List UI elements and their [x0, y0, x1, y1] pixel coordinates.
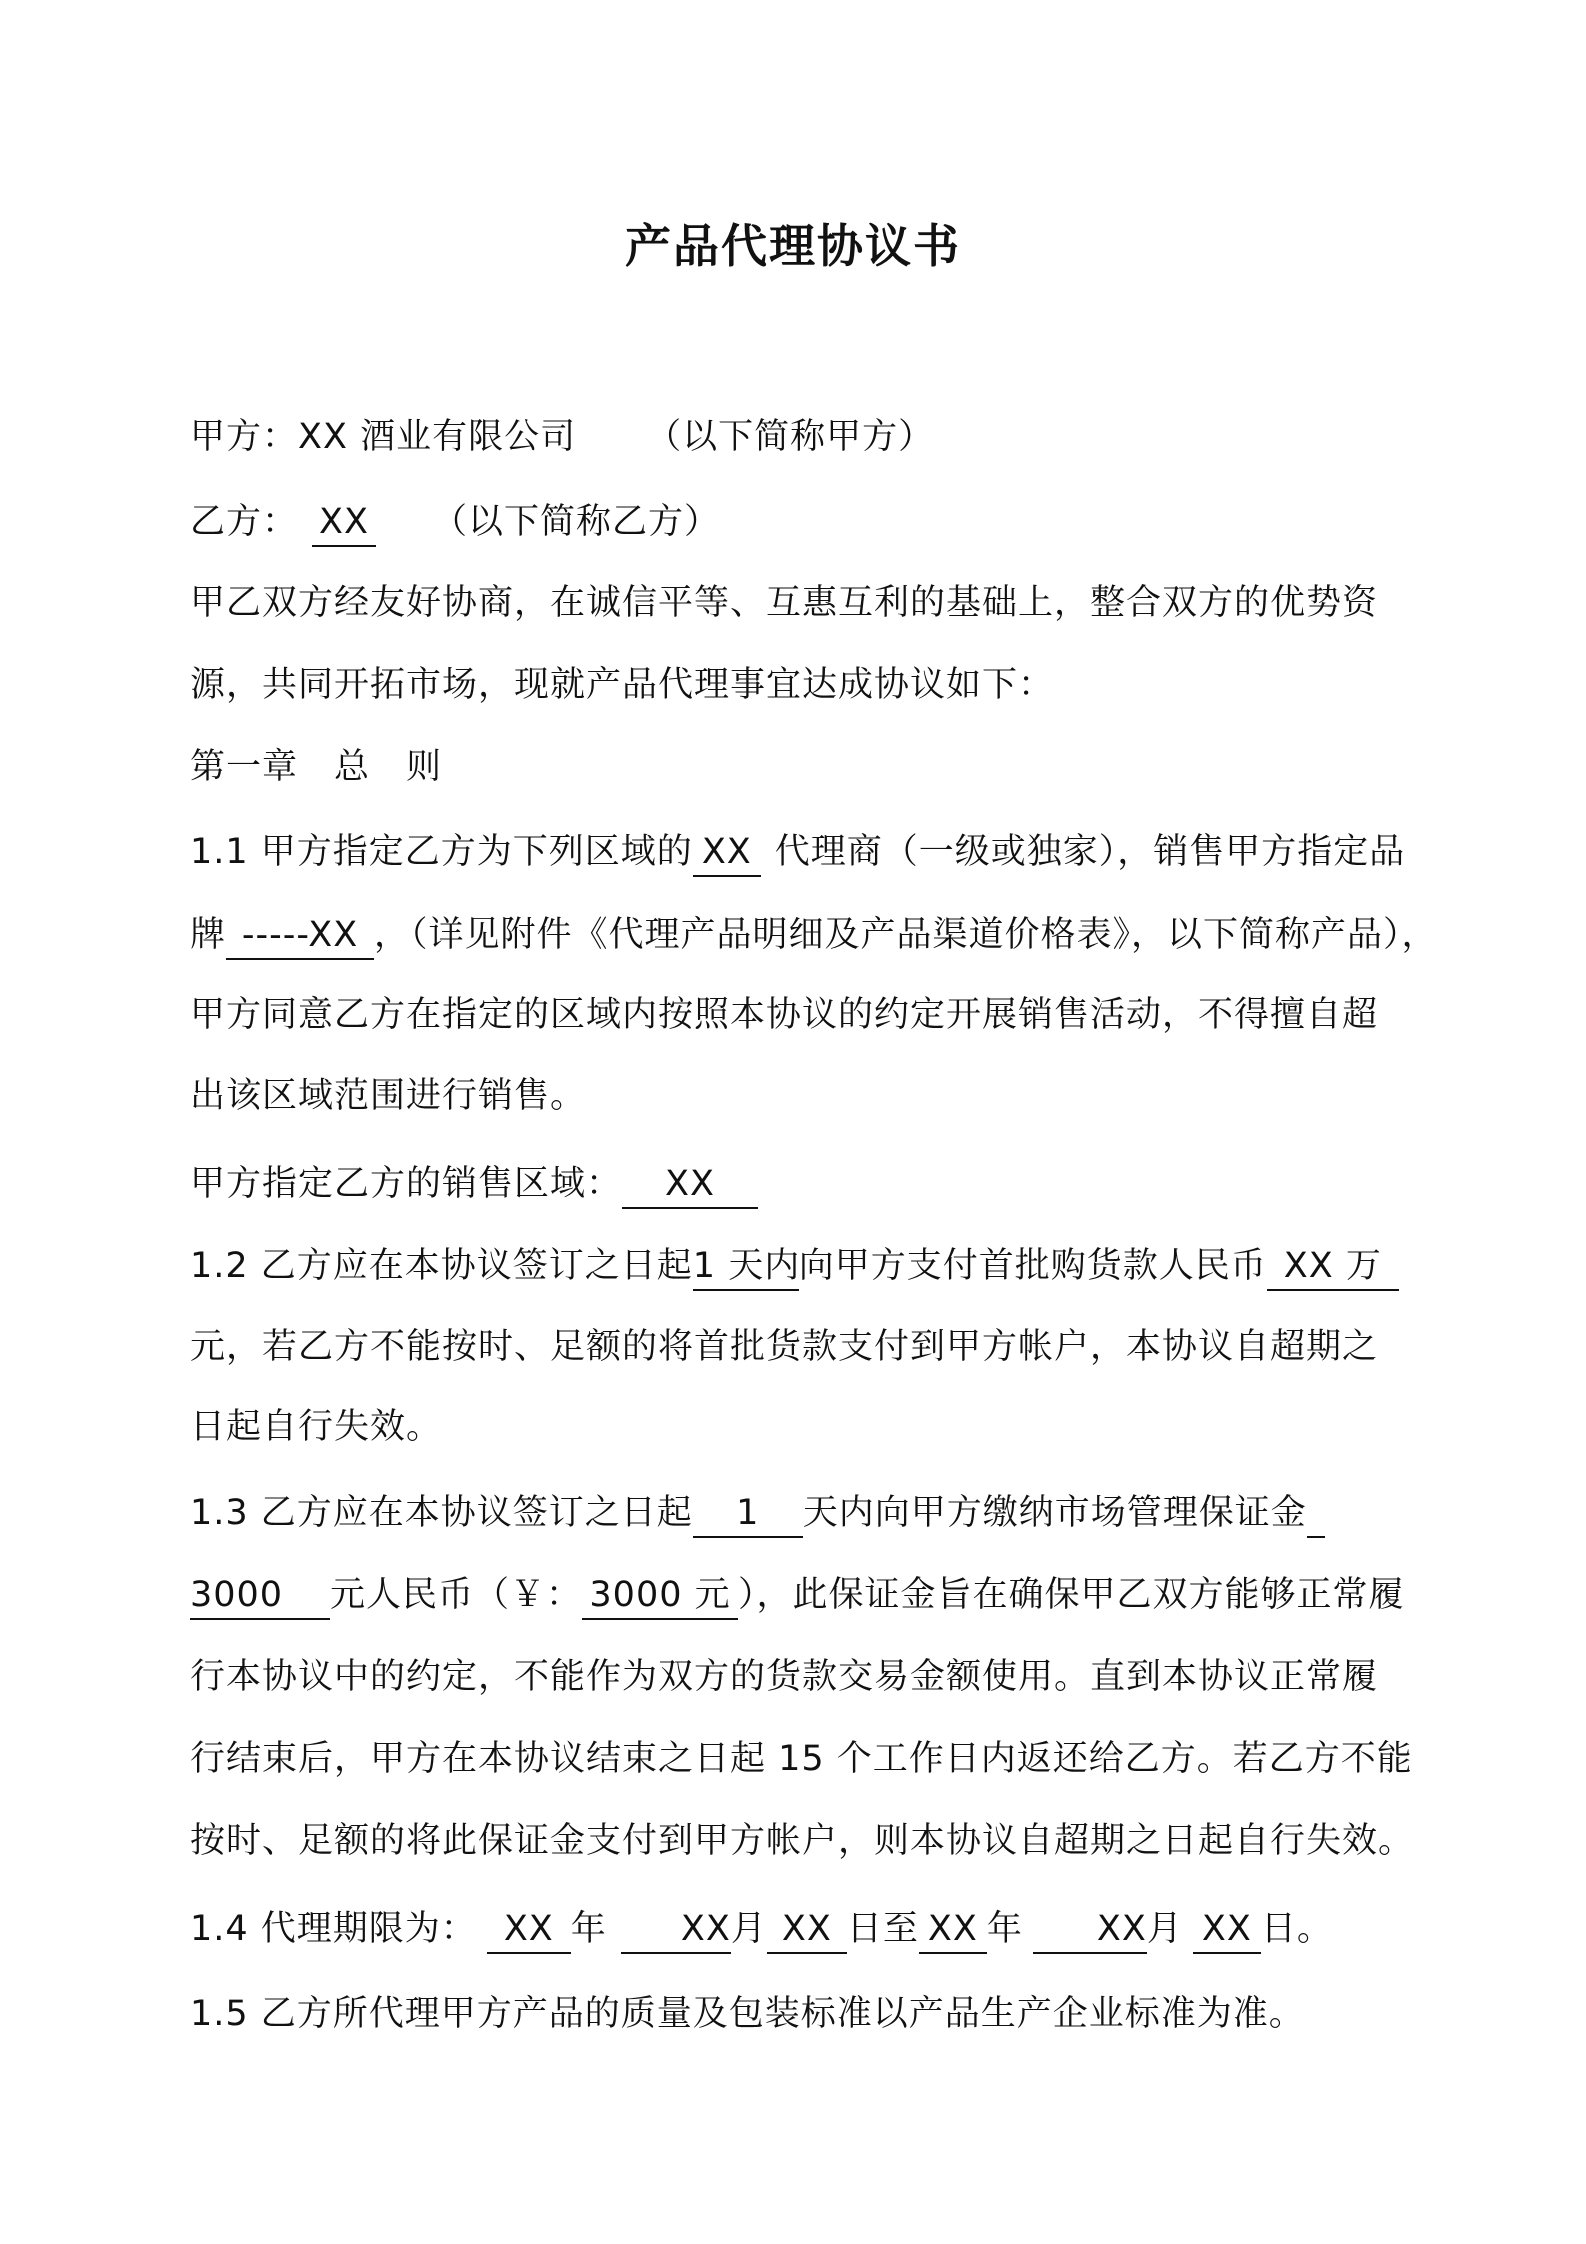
- party-b-note: （以下简称乙方）: [432, 502, 721, 542]
- clause-1-1-line-1: [190, 827, 1405, 877]
- agent-level-field: XX: [693, 827, 761, 877]
- end-month-field: XX: [1033, 1904, 1147, 1954]
- party-b-name: XX: [312, 497, 376, 547]
- party-a-note: （以下简称甲方）: [646, 417, 935, 457]
- party-b-label: 乙方：: [190, 502, 299, 542]
- clause-1-3-text: 1.3 乙方应在本协议签订之日起: [190, 1493, 693, 1533]
- month-text: 月: [1146, 1909, 1183, 1949]
- clause-1-1-line-4: 出该区域范围进行销售。: [190, 1076, 587, 1116]
- clause-1-4-line: [190, 1904, 1333, 1954]
- end-year-field: XX: [919, 1904, 987, 1954]
- first-payment-amount-field: XX 万: [1267, 1241, 1399, 1291]
- clause-1-1-text: 代理商（一级或独家），销售甲方指定品: [774, 832, 1406, 872]
- clause-1-3-text: ），此保证金旨在确保甲乙双方能够正常履: [738, 1575, 1405, 1615]
- clause-1-1-text: ，（详见附件《代理产品明细及产品渠道价格表》，以下简称产品），: [374, 915, 1438, 955]
- party-a-name: XX 酒业有限公司: [298, 417, 577, 457]
- clause-1-3-text: 元人民币（￥：: [330, 1575, 583, 1615]
- clause-1-3-line-4: 行结束后，甲方在本协议结束之日起 15 个工作日内返还给乙方。若乙方不能: [190, 1739, 1413, 1779]
- chapter-heading: 第一章 总 则: [190, 747, 443, 787]
- clause-1-1-line-3: 甲方同意乙方在指定的区域内按照本协议的约定开展销售活动，不得擅自超: [190, 995, 1379, 1035]
- clause-1-2-text: 向甲方支付首批购货款人民币: [798, 1246, 1267, 1286]
- region-label: 甲方指定乙方的销售区域：: [190, 1164, 623, 1204]
- intro-line-1: 甲乙双方经友好协商，在诚信平等、互惠互利的基础上，整合双方的优势资: [190, 583, 1379, 623]
- year-text: 年: [570, 1909, 607, 1949]
- term-label: 1.4 代理期限为：: [190, 1909, 477, 1949]
- start-year-field: XX: [487, 1904, 571, 1954]
- end-day-field: XX: [1193, 1904, 1261, 1954]
- brand-field: -----XX: [226, 910, 374, 960]
- month-text: 月: [730, 1909, 767, 1949]
- deposit-amount-yuan-field: 3000 元: [582, 1570, 738, 1620]
- region-line: [190, 1159, 758, 1209]
- year-text: 年: [986, 1909, 1023, 1949]
- clause-1-3-line-1: [190, 1488, 1325, 1538]
- party-b-line: [190, 497, 720, 547]
- clause-1-3-text: 天内向甲方缴纳市场管理保证金: [802, 1493, 1307, 1533]
- clause-1-3-line-5: 按时、足额的将此保证金支付到甲方帐户，则本协议自超期之日起自行失效。: [190, 1821, 1415, 1861]
- deposit-days-field: 1: [693, 1488, 803, 1538]
- clause-1-3-line-2: [190, 1570, 1405, 1620]
- clause-1-1-text: 1.1 甲方指定乙方为下列区域的: [190, 832, 693, 872]
- clause-1-2-line-2: 元，若乙方不能按时、足额的将首批货款支付到甲方帐户，本协议自超期之: [190, 1327, 1379, 1367]
- clause-1-1-text: 牌: [190, 915, 227, 955]
- day-to-text: 日至: [846, 1909, 919, 1949]
- clause-1-1-line-2: [190, 910, 1438, 960]
- intro-line-2: 源，共同开拓市场，现就产品代理事宜达成协议如下：: [190, 665, 1055, 705]
- deposit-blank: [1307, 1488, 1325, 1538]
- first-payment-days-field: 1 天内: [693, 1241, 799, 1291]
- day-text: 日。: [1260, 1909, 1333, 1949]
- document-title: 产品代理协议书: [625, 219, 961, 273]
- party-a-line: [190, 412, 934, 462]
- clause-1-2-text: 1.2 乙方应在本协议签订之日起: [190, 1246, 693, 1286]
- party-a-label: 甲方：: [190, 417, 299, 457]
- clause-1-3-line-3: 行本协议中的约定，不能作为双方的货款交易金额使用。直到本协议正常履: [190, 1657, 1379, 1697]
- clause-1-5-line: 1.5 乙方所代理甲方产品的质量及包装标准以产品生产企业标准为准。: [190, 1994, 1305, 2034]
- clause-1-2-line-3: 日起自行失效。: [190, 1407, 443, 1447]
- clause-1-2-line-1: [190, 1241, 1399, 1291]
- region-field: XX: [622, 1159, 758, 1209]
- deposit-amount-field: 3000: [190, 1570, 330, 1620]
- start-day-field: XX: [767, 1904, 847, 1954]
- start-month-field: XX: [621, 1904, 731, 1954]
